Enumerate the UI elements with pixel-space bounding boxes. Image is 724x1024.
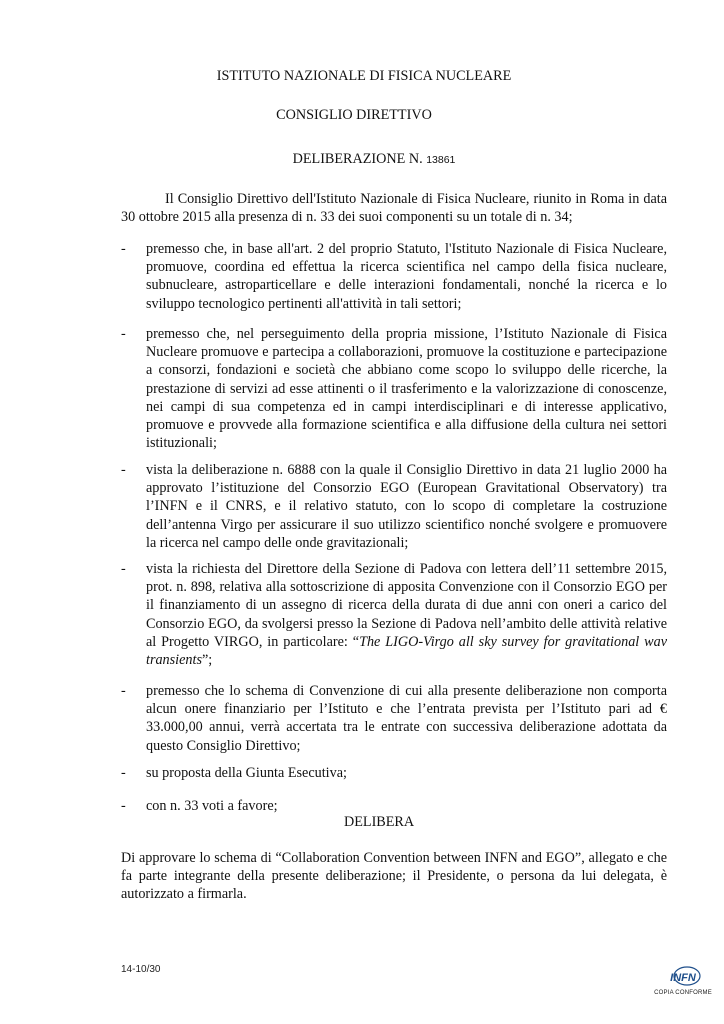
- premise-item: [121, 461, 667, 552]
- premise-item: [121, 797, 667, 815]
- stamp-caption: COPIA CONFORME: [654, 990, 712, 996]
- decision-paragraph: Di approvare lo schema di “Collaboration Convention between INFN and EGO”, allegato e che fa parte integrante della presente deliberazione; il Presidente, o persona da lui delegata, è autorizzato a firmarla.: [121, 850, 667, 903]
- premise-text: premesso che, in base all'art. 2 del proprio Statuto, l'Istituto Nazionale di Fisica Nucleare, promuove, coordina ed effettua la ricerca scientifica nel campo della fisica nucleare, subnucleare, astroparticellare e delle interazioni fondamentali, nonché la ricerca e lo sviluppo tecnologico pertinenti all'attività in tali settori;: [146, 241, 667, 312]
- premise-text: [146, 560, 667, 669]
- premise-item: [121, 764, 667, 782]
- infn-logo-icon: [663, 962, 703, 990]
- premise-item: [121, 325, 667, 452]
- intro-paragraph: Il Consiglio Direttivo dell'Istituto Nazionale di Fisica Nucleare, riunito in Roma in data 30 ottobre 2015 alla presenza di n. 33 dei suoi componenti su un totale di n. 34;: [121, 191, 667, 226]
- project-title: The LIGO-Virgo all sky survey for gravitational wav transients: [146, 633, 667, 669]
- premise-text: premesso che, nel perseguimento della propria missione, l’Istituto Nazionale di Fisica Nucleare promuove e partecipa a collaborazioni, promuove la costituzione e partecipazione a consorzi, fondazioni e società che abbiano come scopo lo sviluppo delle ricerche, la prestazione di servizi ad esse attinenti o il trasferimento e la valorizzazione di conoscenze, nei campi di sua competenza ed in campi interdisciplinari e di interesse applicativo, promuove e provvede alla formazione scientifica e alla diffusione della cultura nei settori istituzionali;: [146, 326, 667, 452]
- bullet-dash: -: [121, 241, 126, 257]
- premise-item: [121, 682, 667, 755]
- resolution-number: 13861: [426, 154, 456, 166]
- bullet-dash: -: [121, 765, 126, 781]
- premise-text: premesso che lo schema di Convenzione di cui alla presente deliberazione non comporta alcun onere finanziario per l’Istituto e che l’entrata prevista per l’Istituto pari ad € 33.000,00 annui, verrà accertata tra le entrate con successiva deliberazione adottata da questo Consiglio Direttivo;: [146, 683, 667, 754]
- bullet-dash: -: [121, 462, 126, 478]
- bullet-dash: -: [121, 798, 126, 814]
- copy-stamp: [652, 962, 714, 996]
- resolution-heading: [12, 151, 724, 168]
- footer-code: 14-10/30: [121, 964, 161, 975]
- premise-item: [121, 560, 667, 669]
- resolution-label: DELIBERAZIONE N.: [292, 151, 423, 167]
- council-heading: CONSIGLIO DIRETTIVO: [276, 107, 432, 123]
- premise-text-main: vista la richiesta del Direttore della Sezione di Padova con lettera dell’11 settembre 2015, prot. n. 898, relativa alla sottoscrizione di apposita Convenzione con il Consorzio EGO per il finanziamento di un assegno di ricerca della durata di due anni con oneri a carico del Consorzio EGO, da svolgersi presso la Sezione di Padova nell’ambito delle attività relative al Progetto VIRGO, in particolare: “: [146, 561, 667, 650]
- infn-logo-text: INFN: [670, 972, 696, 984]
- premise-text: su proposta della Giunta Esecutiva;: [146, 765, 347, 781]
- institute-title: ISTITUTO NAZIONALE DI FISICA NUCLEARE: [216, 68, 512, 84]
- premise-text-tail: ”;: [201, 652, 213, 669]
- bullet-dash: -: [121, 561, 126, 577]
- premise-text: con n. 33 voti a favore;: [146, 798, 278, 814]
- bullet-dash: -: [121, 326, 126, 342]
- delibera-heading: DELIBERA: [344, 814, 415, 830]
- bullet-dash: -: [121, 683, 126, 699]
- premise-text: vista la deliberazione n. 6888 con la quale il Consiglio Direttivo in data 21 luglio 2000 ha approvato l’istituzione del Consorzio EGO (European Gravitational Observatory) tra l’INFN e il CNRS, e il relativo statuto, con lo scopo di completare la costruzione dell’antenna Virgo per assicurare il suo utilizzo scientifico nonché svolgere e promuovere la ricerca nel campo delle onde gravitazionali;: [146, 462, 667, 551]
- premise-item: [121, 240, 667, 313]
